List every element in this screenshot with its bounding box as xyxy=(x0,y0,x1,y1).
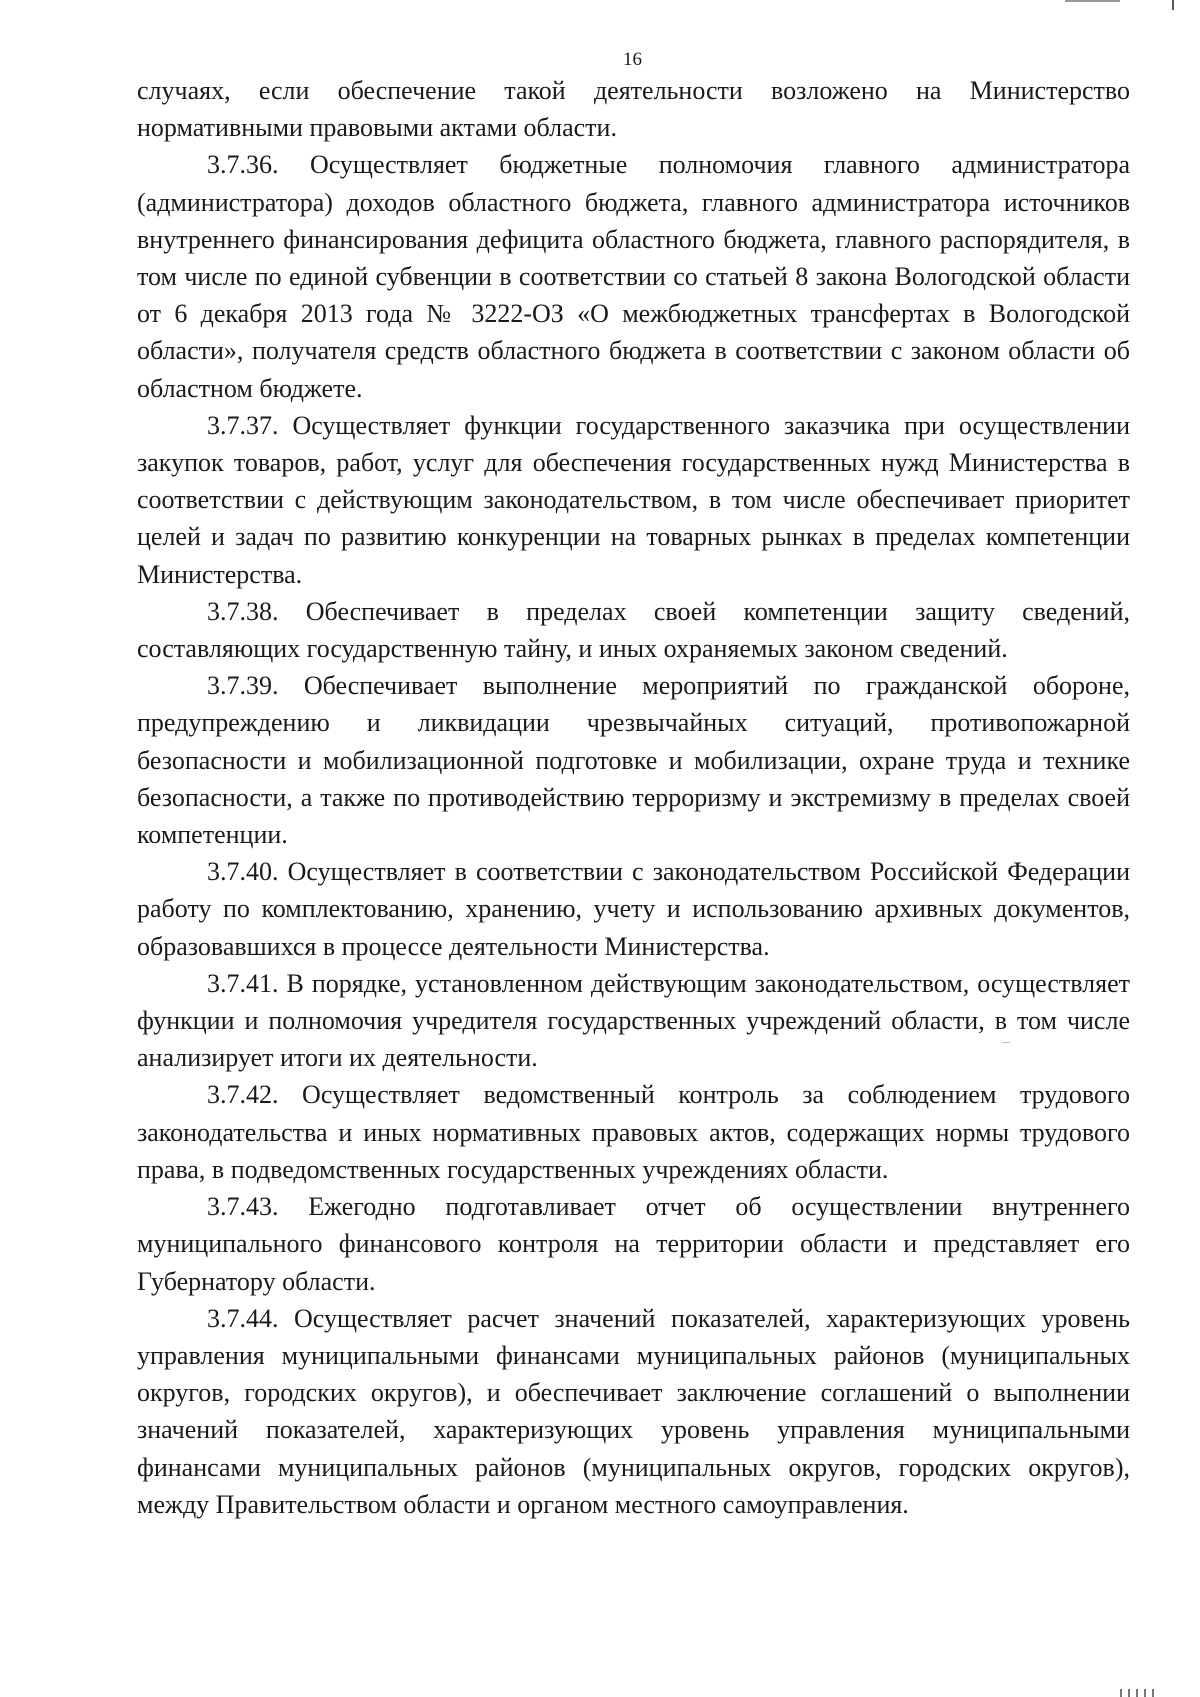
paragraph-3-7-44: 3.7.44. Осуществляет расчет значений показателей, характеризующих уровень управления муниципальными финансами муниципальных районов (муниципальных округов, городских округов), и обеспечивает заключение соглашений о выполнении значений показателей, характеризующих уровень управления муниципальными финансами муниципальных районов (муниципальных округов, городских округов), между Правительством области и органом местного самоуправления. xyxy=(137,1303,1130,1519)
paragraph-3-7-42: 3.7.42. Осуществляет ведомственный контроль за соблюдением трудового законодательства и иных нормативных правовых актов, содержащих нормы трудового права, в подведомственных государственных учреждениях области. xyxy=(137,1080,1130,1184)
paragraph-continuation: случаях, если обеспечение такой деятельности возложено на Министерство нормативными правовыми актами области. xyxy=(137,76,1130,143)
scan-edge-mark xyxy=(1120,1689,1160,1697)
paragraph-3-7-38: 3.7.38. Обеспечивает в пределах своей компетенции защиту сведений, составляющих государственную тайну, и иных охраняемых законом сведений. xyxy=(137,596,1130,664)
scan-edge-mark xyxy=(1065,0,1120,2)
paragraph-3-7-40: 3.7.40. Осуществляет в соответствии с законодательством Российской Федерации работу по комплектованию, хранению, учету и использованию архивных документов, образовавшихся в процессе деятельности Министерства. xyxy=(137,857,1130,961)
paragraph-3-7-37: 3.7.37. Осуществляет функции государственного заказчика при осуществлении закупок товаров, работ, услуг для обеспечения государственных нужд Министерства в соответствии с действующим законодательством, в том числе обеспечивает приоритет целей и задач по развитию конкуренции на товарных рынках в пределах компетенции Министерства. xyxy=(137,410,1130,589)
page-number: 16 xyxy=(623,49,642,70)
paragraph-3-7-39: 3.7.39. Обеспечивает выполнение мероприятий по гражданской обороне, предупреждению и ликвидации чрезвычайных ситуаций, противопожарной безопасности и мобилизационной подготовке и мобилизации, охране труда и технике безопасности, а также по противодействию терроризму и экстремизму в пределах своей компетенции. xyxy=(137,671,1130,850)
scan-edge-mark xyxy=(1172,0,1174,10)
paragraph-3-7-43: 3.7.43. Ежегодно подготавливает отчет об осуществлении внутреннего муниципального финансового контроля на территории области и представляет его Губернатору области. xyxy=(137,1192,1130,1296)
document-body xyxy=(137,72,1130,1523)
paragraph-3-7-36: 3.7.36. Осуществляет бюджетные полномочия главного администратора (администратора) доходов областного бюджета, главного администратора источников внутреннего финансирования дефицита областного бюджета, главного распорядителя, в том числе по единой субвенции в соответствии со статьей 8 закона Вологодской области от 6 декабря 2013 года № 3222-ОЗ «О межбюджетных трансфертах в Вологодской области», получателя средств областного бюджета в соответствии с законом области об областном бюджете. xyxy=(137,150,1130,403)
paragraph-3-7-41: 3.7.41. В порядке, установленном действующим законодательством, осуществляет функции и полномочия учредителя государственных учреждений области, в том числе анализирует итоги их деятельности. xyxy=(137,968,1130,1073)
